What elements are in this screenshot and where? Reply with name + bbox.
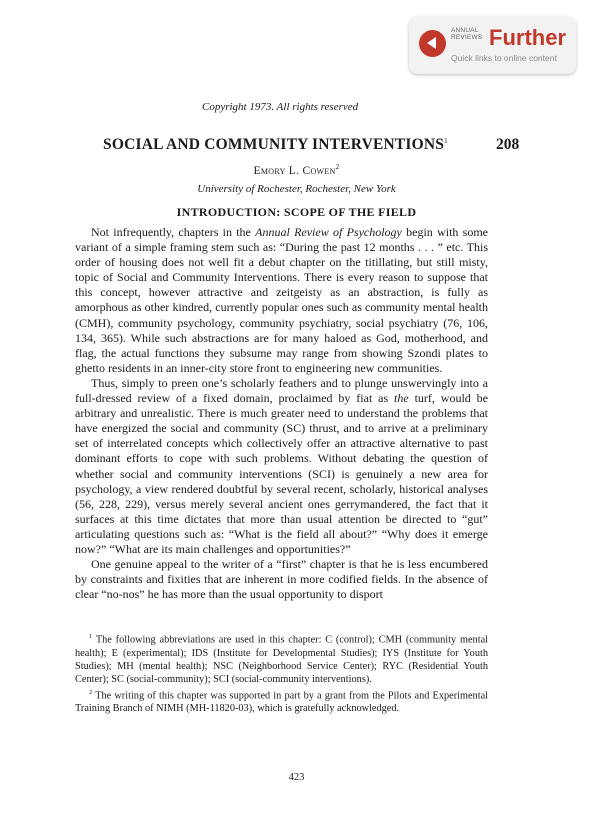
annual-reviews-logo-icon [419, 30, 446, 57]
author-footnote-marker: 2 [335, 163, 340, 171]
journal-name: Annual Review of Psychology [255, 225, 402, 239]
body-text: turf, would be arbitrary and unrealistic. There is much greater need to understand the problems that have energized the social and community (SC) thrust, and to arrive at a preliminary set of interrelated concepts which collectively offer an attractive alternative to past dominant efforts to cope with such problems. Without debating the question of whether social and community interventions (SCI) is genuinely a new area for psychology, a view rendered doubtful by several recent, scholarly, historical analyses (56, 228, 229), versus merely several ancient ones gerrymandered, the fact that it surfaces at this time dictates that more than usual attention be directed to “gut” articulating questions such as: “What is the field all about?” “Why does it emerge now?” “What are its main challenges and opportunities?” [75, 391, 488, 556]
body-paragraph-3: One genuine appeal to the writer of a “first” chapter is that he is less encumbered by constraints and fixities that are inherent in more codified fields. In the absence of clear “no-nos” he has more than the usual opportunity to disport [75, 557, 488, 602]
footnote-2 [75, 686, 488, 716]
body-text: Not infrequently, chapters in the [91, 225, 256, 239]
badge-title: Further [489, 25, 566, 50]
body-paragraph-1 [75, 225, 488, 376]
body-text: Thus, simply to preen one’s scholarly feathers and to plunge unswervingly into a full-dressed review of a fixed domain, proclaimed by fiat as [75, 375, 488, 406]
badge-annual-label: ANNUAL [451, 27, 479, 34]
annual-reviews-further-badge[interactable] [409, 17, 576, 74]
badge-subtitle: Quick links to online content [451, 53, 557, 63]
section-heading: INTRODUCTION: SCOPE OF THE FIELD [176, 205, 417, 219]
page-number: 423 [288, 772, 305, 783]
author-affiliation: University of Rochester, Rochester, New York [197, 183, 396, 195]
footnote-1-text: The following abbreviations are used in this chapter: C (control); CMH (community mental health); E (experimental); IDS (Institute for Developmental Studies); IYS (Institute for Youth Studies); MH (mental health); NSC (Neighborhood Service Center); RYC (Residential Youth Center); SC (social-community); SCI (social-community interventions). [75, 634, 488, 685]
footnotes [75, 630, 488, 715]
emphasis-text: the [394, 391, 409, 406]
copyright-notice: Copyright 1973. All rights reserved [202, 101, 359, 113]
footnote-2-text: The writing of this chapter was supported in part by a grant from the Pilots and Experimental Training Branch of NIMH (MH-11820-03), which is gratefully acknowledged. [75, 690, 488, 715]
badge-reviews-label: REVIEWS [451, 34, 483, 41]
footnote-1 [75, 630, 488, 686]
body-text: begin with some variant of a simple framing stem such as: “During the past 12 months . . . ” etc. This order of housing does not well fit a debut chapter on the titillating, but still misty, topic of Social and Community Interventions. There is every reason to suppose that this concept, however attractive and zeitgeisty as an abstraction, is fully as amorphous as other kindred, currently popular ones such as community mental health (CMH), community psychology, community psychiatry, social psychiatry (76, 106, 134, 365). While such abstractions are for many haloed as God, motherhood, and flag, the actual functions they subsume may range from showing Szondi plates to ghetto residents in an inner-city store front to engineering new communities. [75, 225, 488, 375]
badge-brand-text [451, 27, 482, 41]
article-body [75, 225, 488, 602]
body-paragraph-2 [75, 376, 488, 557]
title-footnote-marker: 1 [444, 136, 448, 145]
article-title-text: SOCIAL AND COMMUNITY INTERVENTIONS [103, 136, 445, 153]
author-name: Emory L. Cowen [253, 164, 336, 177]
footnote-2-marker: 2 [89, 688, 93, 696]
article-title [103, 136, 448, 154]
play-arrow-icon [427, 37, 436, 49]
author-line [0, 163, 593, 177]
article-page-id: 208 [496, 136, 520, 153]
footnote-1-marker: 1 [89, 633, 93, 640]
